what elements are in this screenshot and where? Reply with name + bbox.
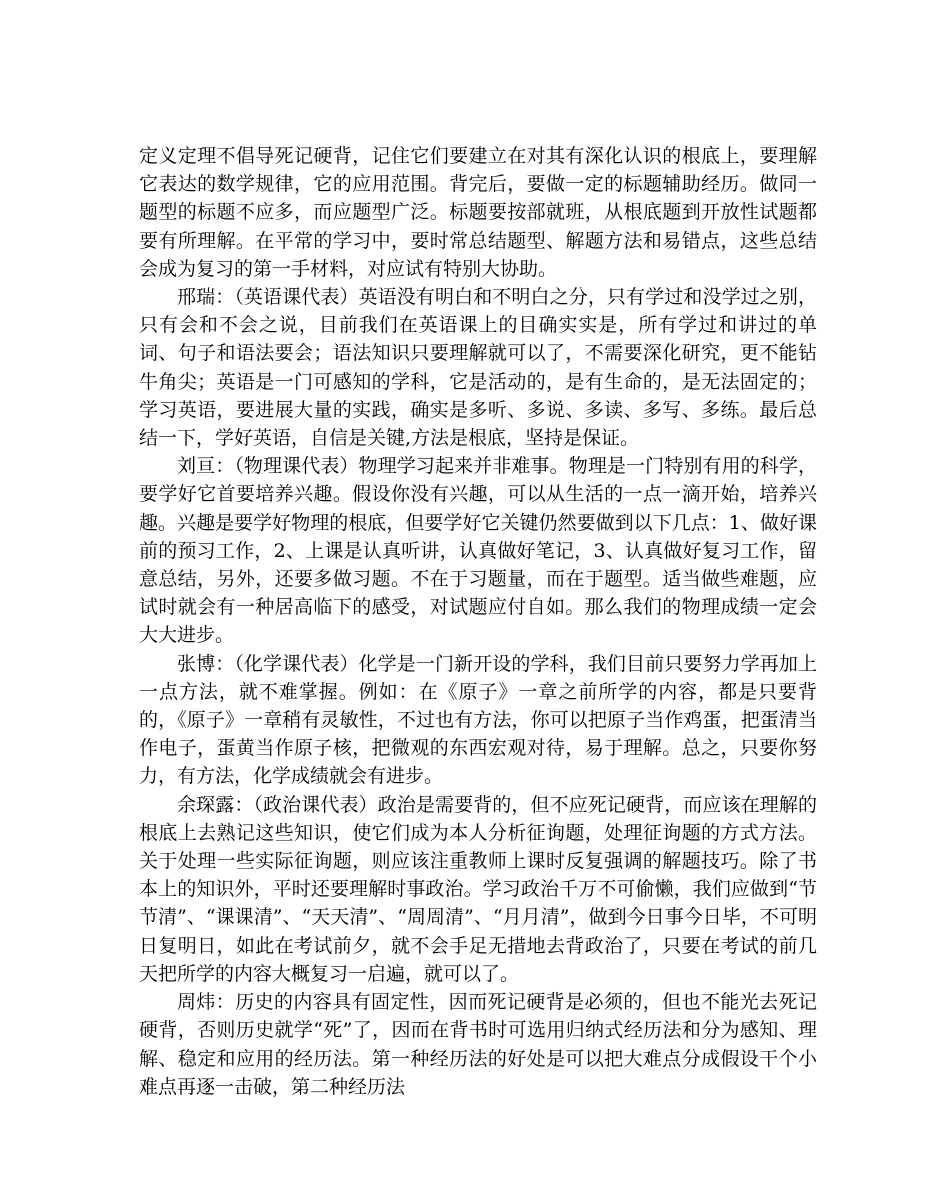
paragraph-math-continued: 定义定理不倡导死记硬背，记住它们要建立在对其有深化认识的根底上，要理解它表达的数学规律，它的应用范围。背完后，要做一定的标题辅助经历。做同一题型的标题不应多，而应题型广泛。标题要按部就班，从根底题到开放性试题都要有所理解。在平常的学习中，要时常总结题型、解题方法和易错点，这些总结会成为复习的第一手材料，对应试有特别大协助。 [139,145,817,280]
paragraph-english-rep: 邢瑞：（英语课代表）英语没有明白和不明白之分，只有学过和没学过之别，只有会和不会之说，目前我们在英语课上的目确实实是，所有学过和讲过的单词、句子和语法要会；语法知识只要理解就可以了，不需要深化研究，更不能钻牛角尖；英语是一门可感知的学科，它是活动的，是有生命的，是无法固定的；学习英语，要进展大量的实践，确实是多听、多说、多读、多写、多练。最后总结一下，学好英语，自信是关键,方法是根底，坚持是保证。 [139,286,817,450]
paragraph-chemistry-rep: 张博：（化学课代表）化学是一门新开设的学科，我们目前只要努力学再加上一点方法，就不难掌握。例如：在《原子》一章之前所学的内容，都是只要背的，《原子》一章稍有灵敏性，不过也有方法，你可以把原子当作鸡蛋，把蛋清当作电子，蛋黄当作原子核，把微观的东西宏观对待，易于理解。总之，只要你努力，有方法，化学成绩就会有进步。 [139,652,817,788]
paragraph-physics-rep: 刘亘：（物理课代表）物理学习起来并非难事。物理是一门特别有用的科学，要学好它首要培养兴趣。假设你没有兴趣，可以从生活的一点一滴开始，培养兴趣。兴趣是要学好物理的根底，但要学好它关键仍然要做到以下几点：1、做好课前的预习工作，2、上课是认真听讲，认真做好笔记，3、认真做好复习工作，留意总结，另外，还要多做习题。不在于习题量，而在于题型。适当做些难题，应试时就会有一种居高临下的感受，对试题应付自如。那么我们的物理成绩一定会大大进步。 [139,455,817,647]
document-body [139,142,817,1101]
paragraph-politics-rep: 余琛露：（政治课代表）政治是需要背的，但不应死记硬背，而应该在理解的根底上去熟记这些知识，使它们成为本人分析征询题，处理征询题的方式方法。关于处理一些实际征询题，则应该注重教师上课时反复强调的解题技巧。除了书本上的知识外，平时还要理解时事政治。学习政治千万不可偷懒，我们应做到“节节清”、“课课清”、“天天清”、“周周清”、“月月清”，做到今日事今日毕，不可明日复明日，如此在考试前夕，就不会手足无措地去背政治了，只要在考试的前几天把所学的内容大概复习一启遍，就可以了。 [139,793,817,985]
paragraph-history-rep: 周炜：历史的内容具有固定性，因而死记硬背是必须的，但也不能光去死记硬背，否则历史就学“死”了，因而在背书时可选用归纳式经历法和分为感知、理解、稳定和应用的经历法。第一种经历法的好处是可以把大难点分成假设干个小难点再逐一击破，第二种经历法 [139,991,817,1098]
